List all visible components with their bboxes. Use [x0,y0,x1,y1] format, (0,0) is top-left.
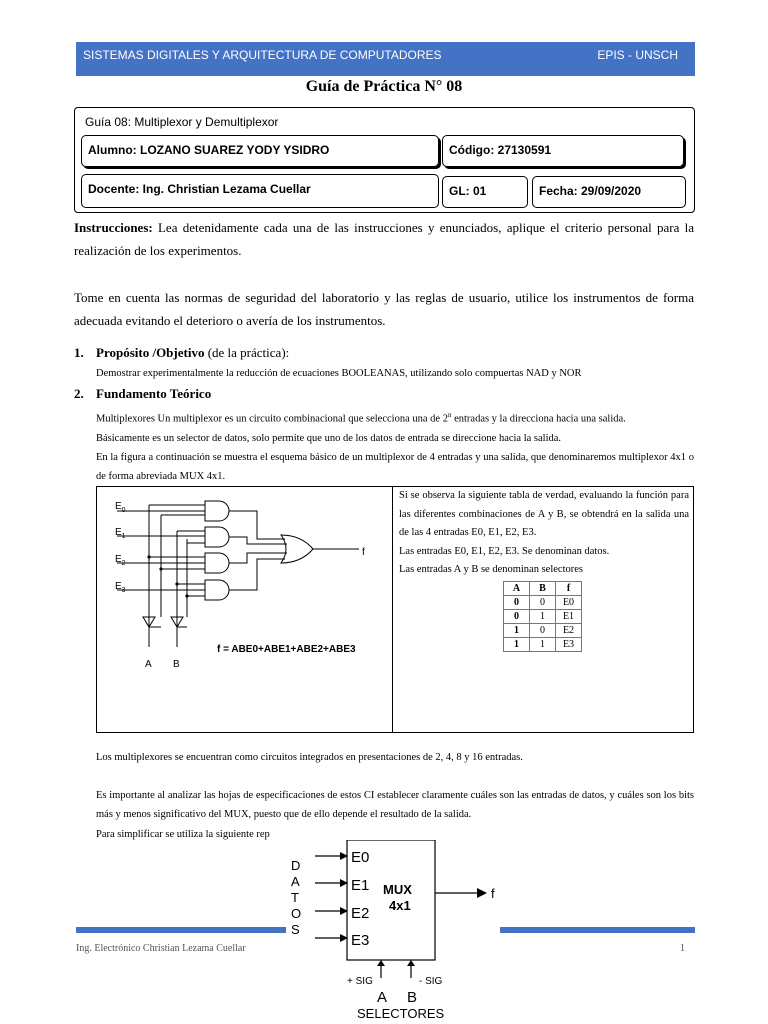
mux-equation: f = ABE0+ABE1+ABE2+ABE3 [217,644,356,655]
page-number: 1 [680,943,685,954]
footer-bar-left [76,927,286,933]
spec-text: Es importante al analizar las hojas de especificaciones de estos CI establecer claramente cuáles son las entradas de datos, y cuáles son los bits más y menos significativo del MUX, puesto que de ello depende el resultado de la salida. [96,790,694,820]
block-input-e3: E3 [351,932,370,949]
table-row: 1 1 E3 [504,638,582,652]
date-field: Fecha: 29/09/2020 [532,176,686,208]
truth-table-description: Si se observa la siguiente tabla de verdad, evaluando la función para las diferentes combinaciones de A y B, se obtendrá en la salida una de las 4 entradas E0, E1, E2, E3. Las entradas E0, E1, E2, E3. Se denominan datos. Las entradas A y B se denominan selectores [399,490,689,575]
footer-author: Ing. Electrónico Christian Lezama Cuellar [76,943,246,954]
input-e3-label: $E_3$ [115,581,126,594]
guide-label: Guía 08: Multiplexor y Demultiplexor [85,115,279,129]
table-row: 1 0 E2 [504,624,582,638]
block-input-e0: E0 [351,849,370,866]
table-row: 0 1 E1 [504,610,582,624]
block-size-label: 4x1 [389,898,411,913]
input-e0-label: $E_0$ [115,501,126,514]
course-title: SISTEMAS DIGITALES Y ARQUITECTURA DE COMPUTADORES [83,48,442,62]
objective-text: Demostrar experimentalmente la reducción de ecuaciones BOOLEANAS, utilizando solo compuertas NAD y NOR [96,368,582,379]
datos-letter-d: D [291,858,301,873]
page-title: Guía de Práctica N° 08 [305,78,463,95]
section-2-heading: 2. Fundamento Teórico [74,386,212,401]
sig-minus-label: - SIG [419,976,443,987]
table-row: 0 0 E0 [504,596,582,610]
tt-header-f: f [556,582,582,596]
table-divider [392,487,393,732]
theory-text: Multiplexores Un multiplexor es un circuito combinacional que selecciona una de 2$^n$ entradas y la direcciona hacia una salida. Básicamente es un selector de datos, solo permite que uno de los datos de entrada se direccione hacia la salida. En la figura a continuación se muestra el esquema básico de un multiplexor de 4 entradas y una salida, que denominaremos multiplexor 4x1 o de forma abreviada MUX 4x1. [96,411,694,482]
code-field: Código: 27130591 [442,135,684,167]
datos-letter-a: A [291,874,300,889]
representation-text: Para simplificar se utiliza la siguiente rep [96,829,270,840]
footer-bar-right [500,927,695,933]
selector-b-label: B [173,659,180,670]
datos-letter-s: S [291,922,300,937]
datos-letter-o: O [291,906,302,921]
input-e1-label: $E_1$ [115,527,126,540]
truth-table [503,581,582,652]
mux-circuit-diagram [97,487,392,732]
institution: EPIS - UNSCH [597,48,678,62]
group-field: GL: 01 [442,176,528,208]
datos-letter-t: T [291,890,299,905]
block-input-e2: E2 [351,905,370,922]
tt-header-a: A [504,582,530,596]
student-field: Alumno: LOZANO SUAREZ YODY YSIDRO [81,135,439,167]
block-mux-label: MUX [383,882,412,897]
selectores-label: SELECTORES [357,1006,445,1020]
section-1-heading: 1. Propósito /Objetivo (de la práctica): [74,345,290,360]
input-e2-label: $E_2$ [115,554,126,567]
header-bar [76,42,695,76]
block-selector-b: B [407,989,418,1006]
output-f-label: f [362,547,365,558]
ic-presentation-text: Los multiplexores se encuentran como circuitos integrados en presentaciones de 2, 4, 8 y 16 entradas. [96,752,523,763]
tt-header-b: B [530,582,556,596]
block-output-f: f [491,886,495,901]
figure-table [96,486,694,733]
safety-text: Tome en cuenta las normas de seguridad del laboratorio y las reglas de usuario, utilice los instrumentos de forma adecuada evitando el deterioro o avería de los instrumentos. [74,290,694,328]
info-box [74,107,695,213]
instructions: Instrucciones: Lea detenidamente cada una de las instrucciones y enunciados, aplique el criterio personal para la realización de los experimentos. [74,220,694,258]
teacher-field: Docente: Ing. Christian Lezama Cuellar [81,174,439,208]
block-selector-a: A [377,989,388,1006]
selector-a-label: A [145,659,152,670]
block-input-e1: E1 [351,877,370,894]
sig-plus-label: + SIG [347,976,373,987]
